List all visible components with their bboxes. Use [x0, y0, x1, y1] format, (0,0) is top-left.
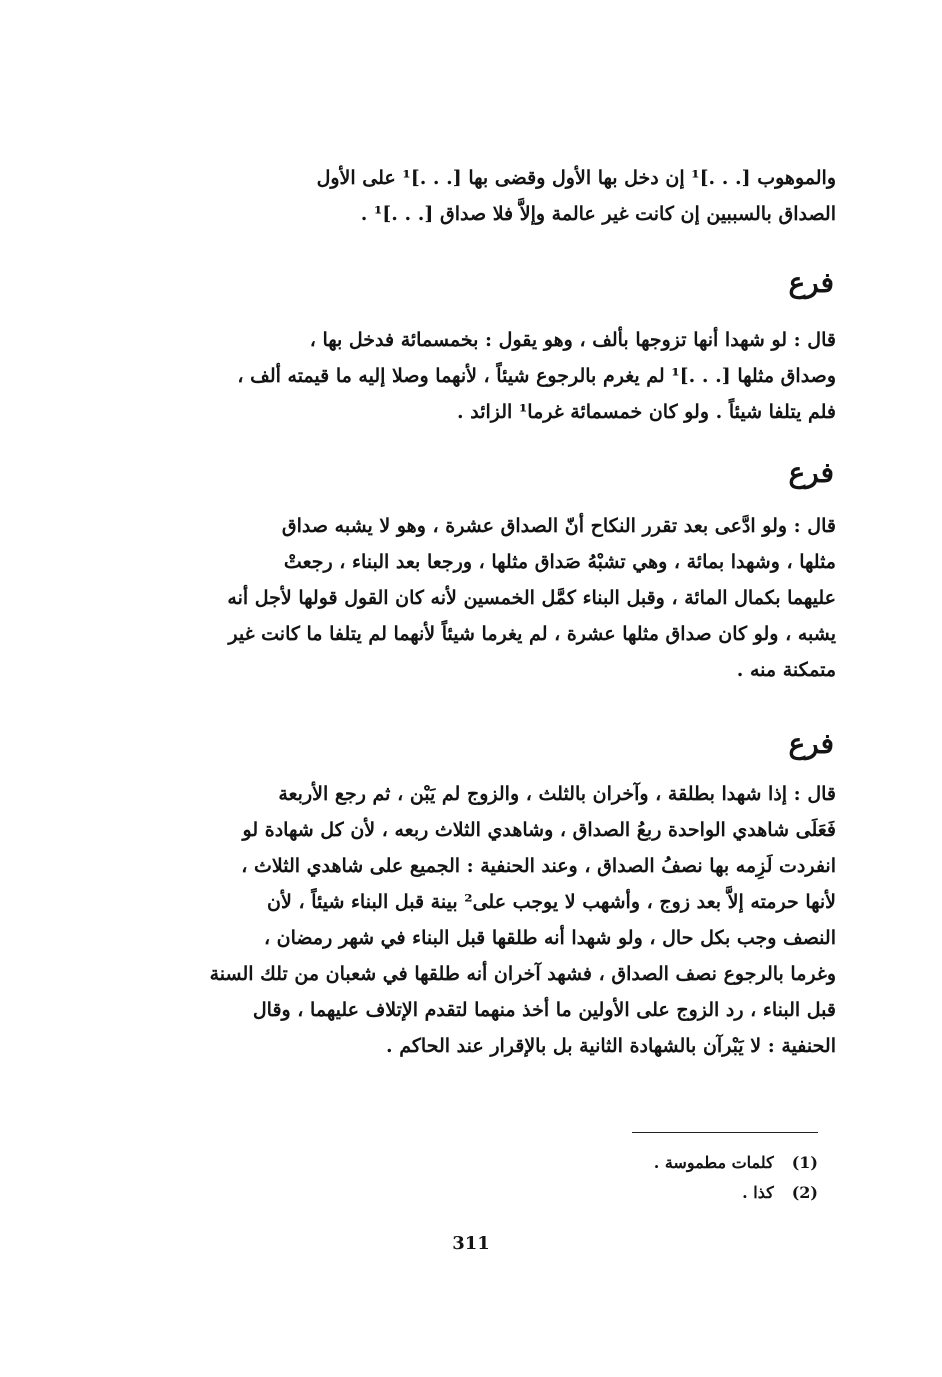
text-line: الحنفية : لا يَبْرآن بالشهادة الثانية بل بالإقرار عند الحاكم . [386, 1035, 836, 1057]
text-line: عليهما بكمال المائة ، وقبل البناء كمَّل الخمسين لأنه كان القول قولها لأجل أنه [227, 587, 836, 609]
text-line: والموهوب [. . .]¹ إن دخل بها الأول وقضى بها [. . .]¹ على الأول [316, 167, 836, 189]
footnote-divider [632, 1132, 818, 1133]
text-line: لأنها حرمته إلاَّ بعد زوج ، وأشهب لا يوجب على² بينة قبل البناء شيئاً ، لأن [267, 891, 836, 913]
text-line: وغرما بالرجوع نصف الصداق ، فشهد آخران أنه طلقها في شعبان من تلك السنة [209, 963, 836, 985]
text-line: متمكنة منه . [736, 659, 836, 681]
footnote-number: (2) [791, 1183, 818, 1202]
text-line: قبل البناء ، رد الزوج على الأولين ما أخذ منهما لتقدم الإتلاف عليهما ، وقال [252, 999, 836, 1021]
footnote-number: (1) [791, 1153, 818, 1172]
paragraph-1 [150, 160, 836, 232]
text-line: فلم يتلفا شيئاً . ولو كان خمسمائة غرما¹ الزائد . [457, 401, 836, 423]
text-line: فَعَلَى شاهدي الواحدة ربعُ الصداق ، وشاهدي الثلاث ربعه ، لأن كل شهادة لو [242, 819, 836, 841]
text-line: قال : ولو ادَّعى بعد تقرر النكاح أنّ الصداق عشرة ، وهو لا يشبه صداق [281, 515, 836, 537]
footnote [654, 1148, 818, 1178]
text-line: يشبه ، ولو كان صداق مثلها عشرة ، لم يغرما شيئاً لأنهما لم يتلفا ما كانت غير [228, 623, 836, 645]
footnote [654, 1178, 818, 1208]
paragraph-3 [150, 508, 836, 688]
text-line: قال : لو شهدا أنها تزوجها بألف ، وهو يقول : بخمسمائة فدخل بها ، [309, 329, 836, 351]
section-heading: فرع [788, 266, 834, 299]
text-line: النصف وجب بكل حال ، ولو شهدا أنه طلقها قبل البناء في شهر رمضان ، [263, 927, 836, 949]
text-line: وصداق مثلها [. . .]¹ لم يغرم بالرجوع شيئاً ، لأنهما وصلا إليه ما قيمته ألف ، [237, 365, 836, 387]
text-line: قال : إذا شهدا بطلقة ، وآخران بالثلث ، والزوج لم يَبْن ، ثم رجع الأربعة [278, 783, 836, 805]
footnotes [654, 1148, 818, 1208]
paragraph-2 [150, 322, 836, 430]
text-line: مثلها ، وشهدا بمائة ، وهي تشبْهُ صَداق مثلها ، ورجعا بعد البناء ، رجعتْ [283, 551, 836, 573]
section-heading: فرع [788, 456, 834, 489]
page-number: 311 [452, 1233, 490, 1254]
section-heading: فرع [788, 727, 834, 760]
paragraph-4 [150, 776, 836, 1064]
footnote-text: كذا . [742, 1183, 774, 1202]
text-line: الصداق بالسببين إن كانت غير عالمة وإلاَّ فلا صداق [. . .]¹ . [360, 203, 836, 225]
footnote-text: كلمات مطموسة . [653, 1153, 774, 1172]
text-line: انفردت لَزِمه بها نصفُ الصداق ، وعند الحنفية : الجميع على شاهدي الثلاث ، [241, 855, 836, 877]
